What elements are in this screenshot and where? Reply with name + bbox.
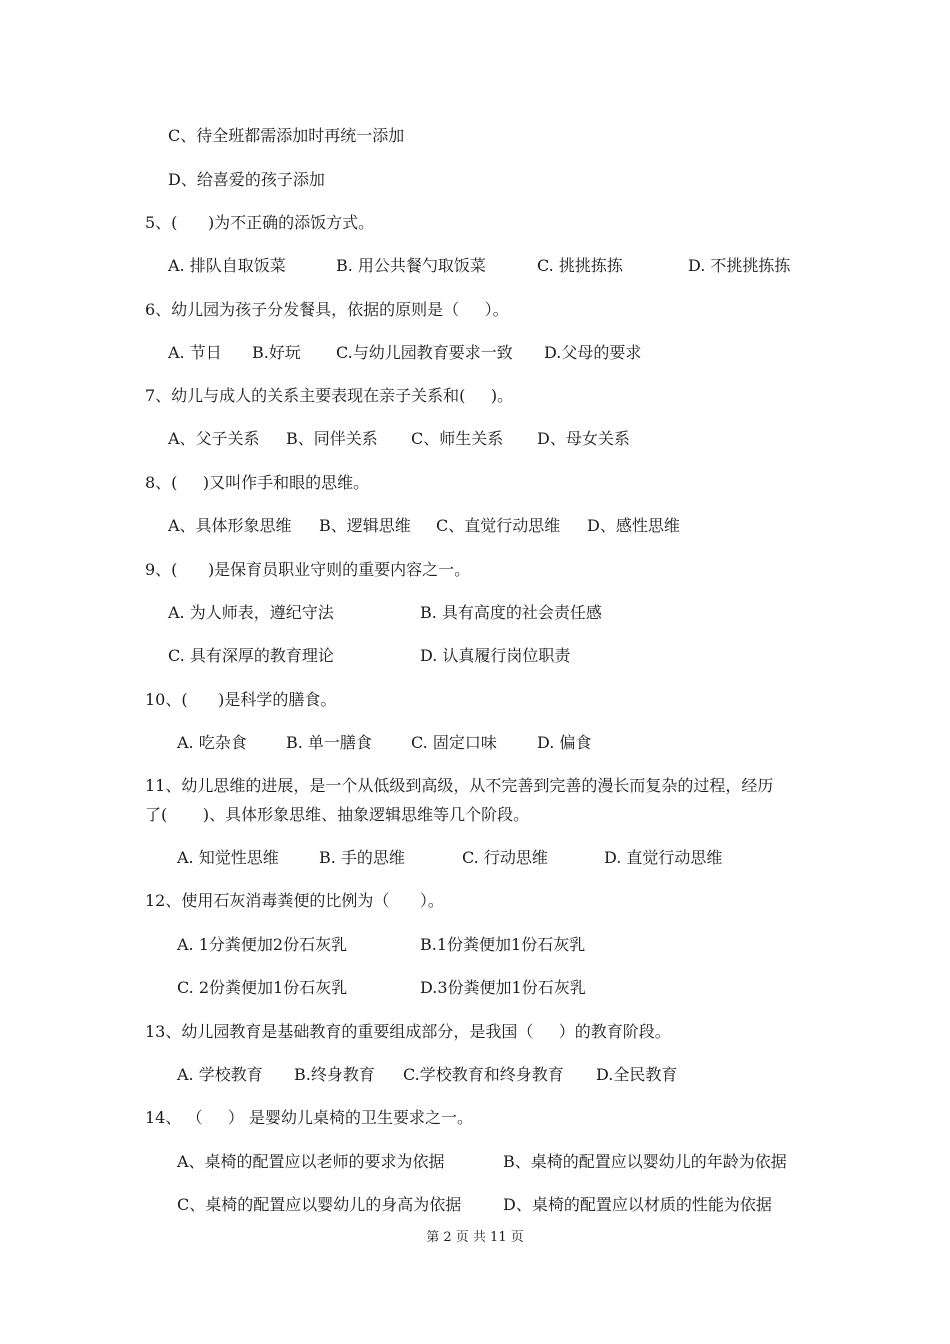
option-q7-b: B、同伴关系: [286, 429, 378, 448]
option-q14-d: D、桌椅的配置应以材质的性能为依据: [503, 1195, 772, 1214]
option-q12-d: D.3份粪便加1份石灰乳: [420, 978, 586, 997]
option-q7-a: A、父子关系: [168, 429, 260, 448]
option-q14-b: B、桌椅的配置应以婴幼儿的年龄为依据: [503, 1152, 787, 1171]
option-q5-c: C. 挑挑拣拣: [537, 256, 623, 275]
option-q5-d: D. 不挑挑拣拣: [688, 256, 791, 275]
option-q14-a: A、桌椅的配置应以老师的要求为依据: [177, 1152, 445, 1171]
question-14-stem: 14、 （ ） 是婴幼儿桌椅的卫生要求之一。: [145, 1108, 473, 1127]
option-q8-a: A、具体形象思维: [168, 516, 292, 535]
option-q10-a: A. 吃杂食: [177, 733, 247, 752]
question-6-stem: 6、幼儿园为孩子分发餐具，依据的原则是（ ）。: [145, 300, 509, 319]
option-q9-c: C. 具有深厚的教育理论: [168, 646, 334, 665]
option-q5-b: B. 用公共餐勺取饭菜: [336, 256, 486, 275]
question-11-stem-line-1: 11、幼儿思维的进展，是一个从低级到高级，从不完善到完善的漫长而复杂的过程，经历: [145, 776, 774, 795]
option-q12-a: A. 1分粪便加2份石灰乳: [177, 935, 348, 954]
option-q7-d: D、母女关系: [537, 429, 630, 448]
option-q9-d: D. 认真履行岗位职责: [420, 646, 571, 665]
option-q9-a: A. 为人师表，遵纪守法: [168, 603, 334, 622]
option-q5-a: A. 排队自取饭菜: [168, 256, 286, 275]
question-8-stem: 8、( )又叫作手和眼的思维。: [145, 473, 370, 492]
option-q10-d: D. 偏食: [537, 733, 592, 752]
option-q11-d: D. 直觉行动思维: [604, 848, 723, 867]
question-10-stem: 10、( )是科学的膳食。: [145, 690, 337, 709]
option-q10-c: C. 固定口味: [411, 733, 497, 752]
option-q11-c: C. 行动思维: [462, 848, 548, 867]
option-q8-c: C、直觉行动思维: [436, 516, 561, 535]
option-q6-d: D.父母的要求: [544, 343, 642, 362]
option-q6-a: A. 节日: [168, 343, 222, 362]
option-q8-d: D、感性思维: [587, 516, 680, 535]
option-q8-b: B、逻辑思维: [319, 516, 411, 535]
option-q6-c: C.与幼儿园教育要求一致: [336, 343, 513, 362]
option-q13-b: B.终身教育: [294, 1065, 375, 1084]
question-13-stem: 13、幼儿园教育是基础教育的重要组成部分，是我国（ ）的教育阶段。: [145, 1022, 671, 1041]
option-q13-d: D.全民教育: [596, 1065, 678, 1084]
option-q13-c: C.学校教育和终身教育: [403, 1065, 564, 1084]
question-12-stem: 12、使用石灰消毒粪便的比例为（ ）。: [145, 891, 444, 910]
option-q10-b: B. 单一膳食: [286, 733, 372, 752]
option-q13-a: A. 学校教育: [177, 1065, 263, 1084]
option-q11-a: A. 知觉性思维: [177, 848, 279, 867]
option-q12-b: B.1份粪便加1份石灰乳: [420, 935, 586, 954]
question-11-stem-line-2: 了( )、具体形象思维、抽象逻辑思维等几个阶段。: [145, 805, 530, 824]
option-q4-c: C、待全班都需添加时再统一添加: [168, 126, 405, 145]
option-q7-c: C、师生关系: [411, 429, 504, 448]
question-7-stem: 7、幼儿与成人的关系主要表现在亲子关系和( )。: [145, 386, 514, 405]
option-q11-b: B. 手的思维: [319, 848, 405, 867]
option-q12-c: C. 2份粪便加1份石灰乳: [177, 978, 348, 997]
option-q4-d: D、给喜爱的孩子添加: [168, 170, 325, 189]
page-footer: 第 2 页 共 11 页: [426, 1230, 524, 1245]
question-5-stem: 5、( )为不正确的添饭方式。: [145, 213, 375, 232]
option-q9-b: B. 具有高度的社会责任感: [420, 603, 602, 622]
question-9-stem: 9、( )是保育员职业守则的重要内容之一。: [145, 560, 471, 579]
option-q6-b: B.好玩: [252, 343, 301, 362]
option-q14-c: C、桌椅的配置应以婴幼儿的身高为依据: [177, 1195, 462, 1214]
